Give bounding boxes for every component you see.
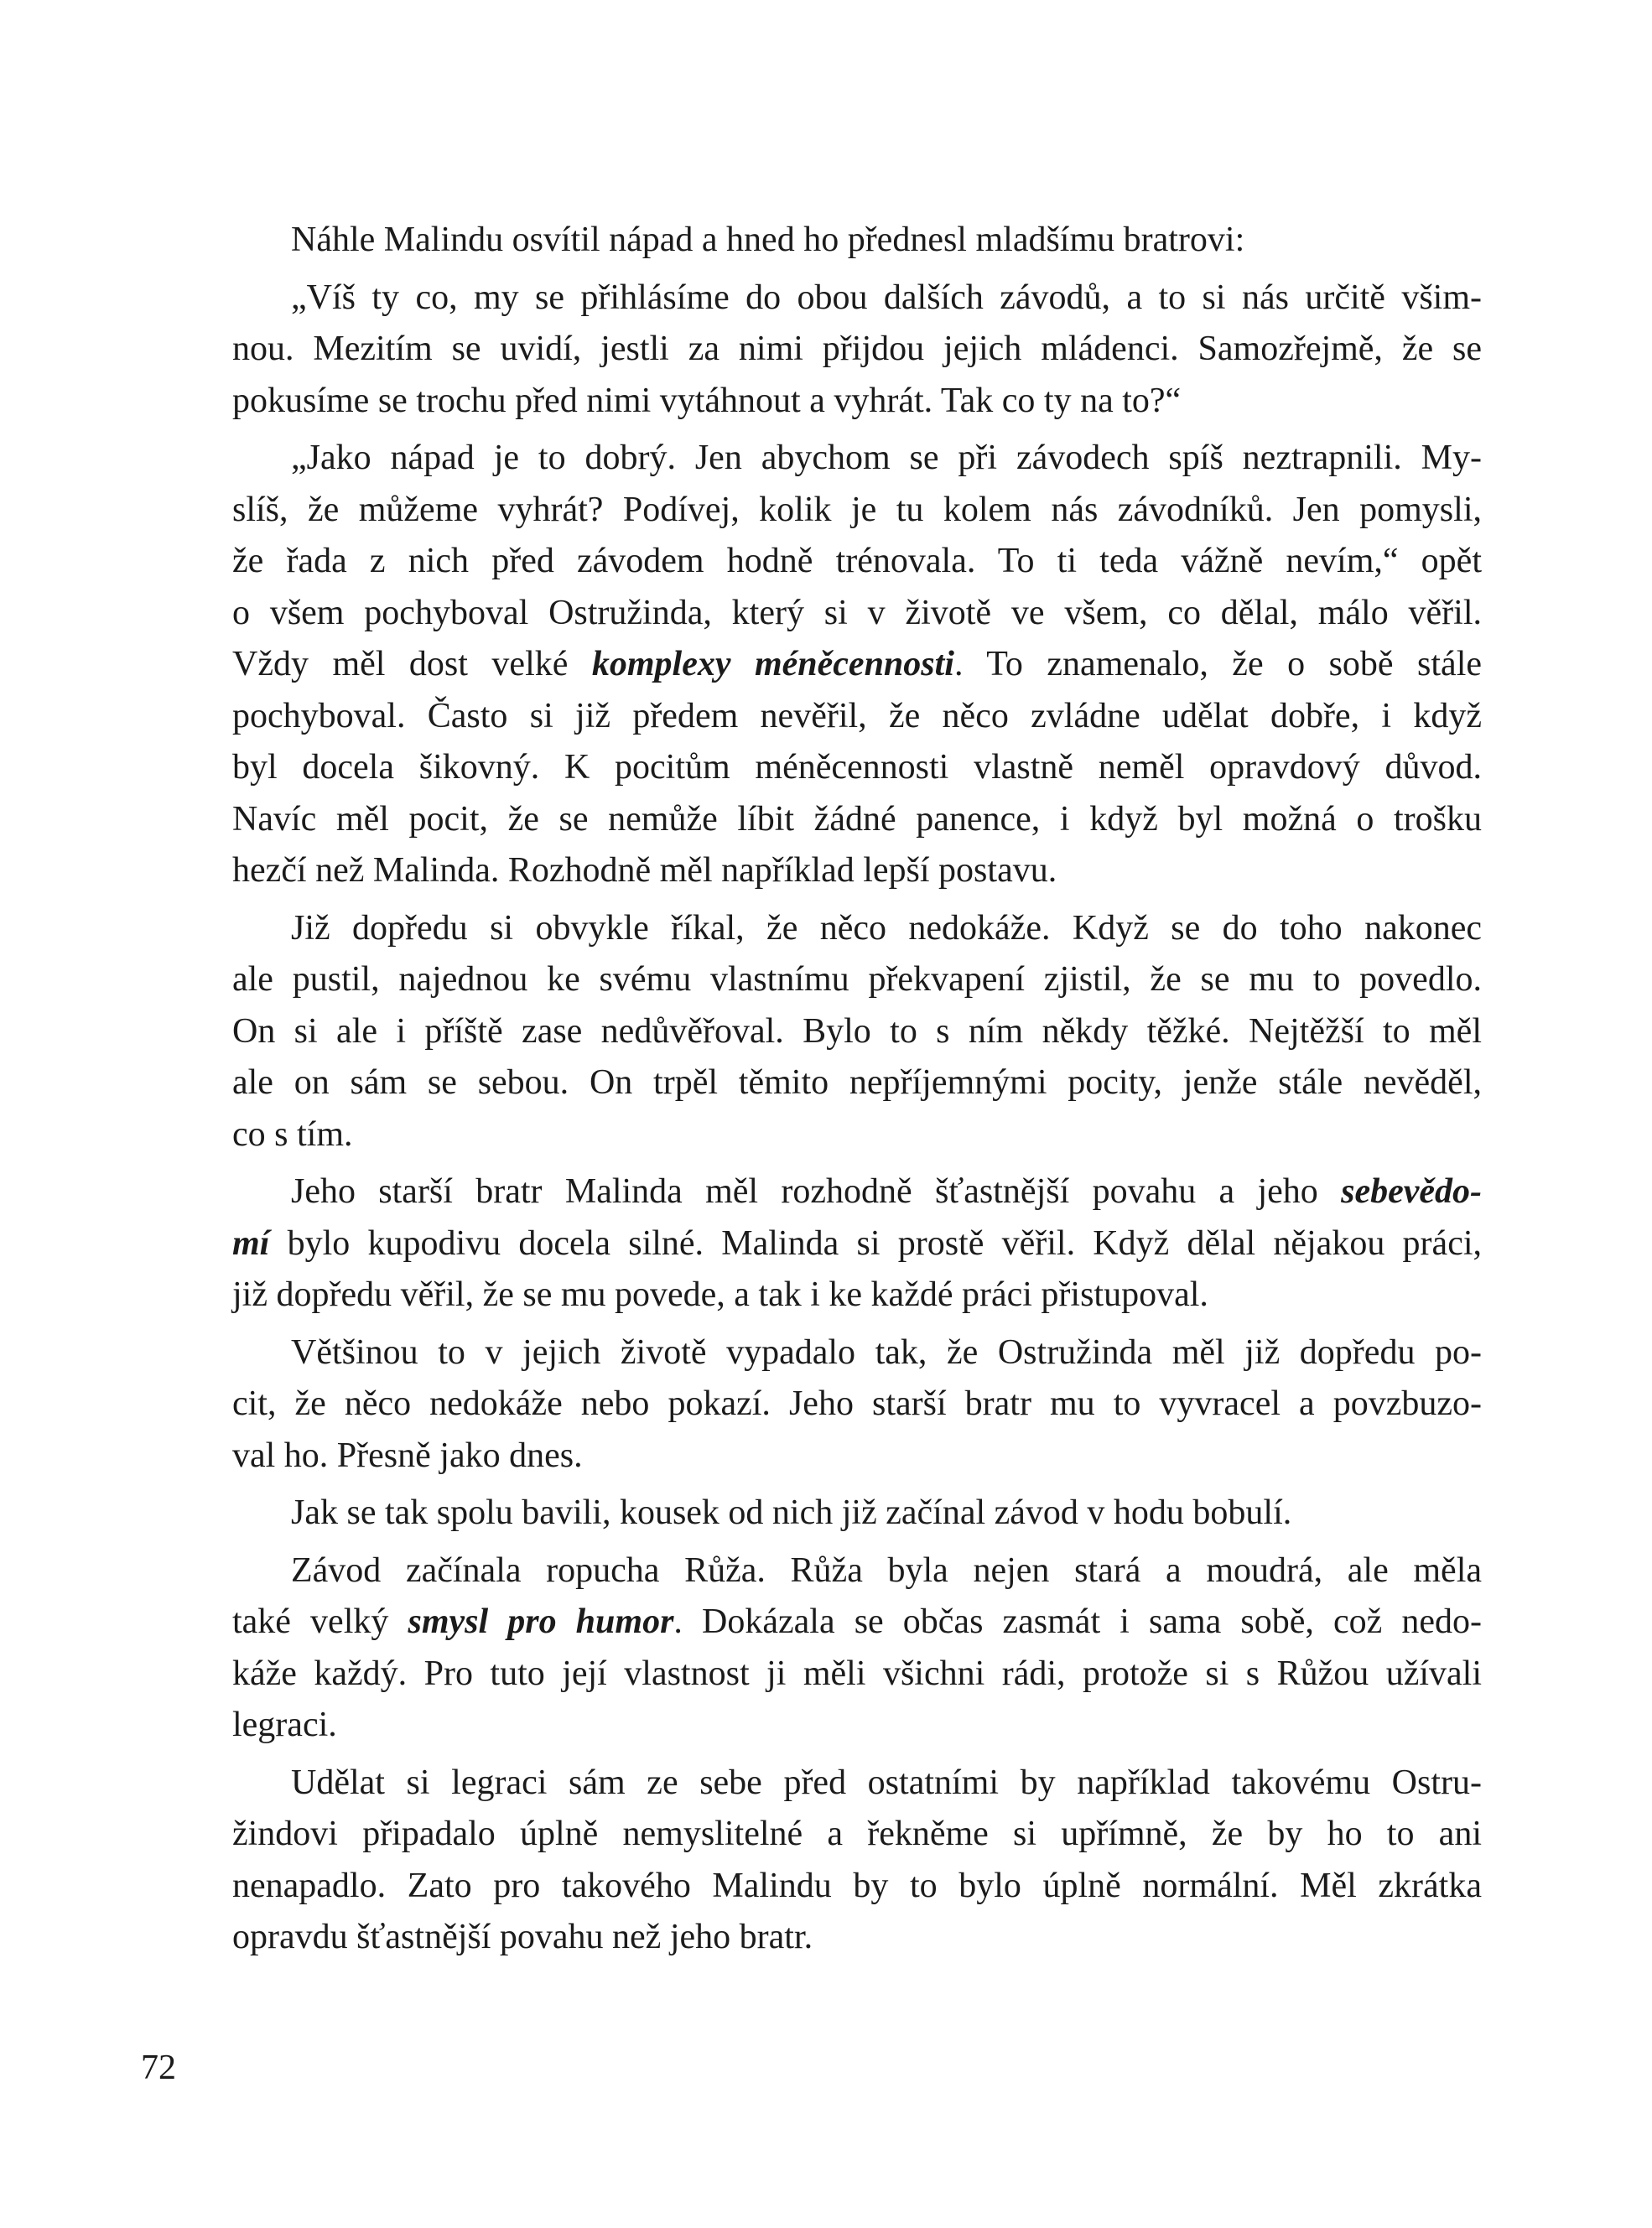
text-line <box>232 1057 1482 1109</box>
text-segment: . To znamenalo, že o sobě stále <box>953 645 1483 683</box>
paragraph <box>232 1545 1482 1752</box>
emphasized-term: sebevědo- <box>1341 1172 1482 1211</box>
emphasized-term: mí <box>232 1223 270 1263</box>
text-segment: cit, že něco nedokáže nebo pokazí. Jeho starší bratr mu to vyvracel a povzbuzo- <box>232 1384 1482 1423</box>
page-body-text <box>232 215 1482 1970</box>
text-segment: „Víš ty co, my se přihlásíme do obou dalších závodů, a to si nás určitě všim- <box>291 278 1482 317</box>
paragraph <box>232 273 1482 428</box>
text-line <box>232 639 1482 691</box>
text-line <box>232 1270 1482 1322</box>
text-line <box>232 1431 1482 1483</box>
text-line <box>232 485 1482 537</box>
emphasized-term: smysl pro humor <box>408 1602 674 1641</box>
text-line <box>232 1218 1482 1270</box>
text-segment: opravdu šťastnější povahu než jeho bratr. <box>232 1918 813 1956</box>
text-line <box>232 903 1482 955</box>
paragraph <box>232 1327 1482 1483</box>
emphasized-term: komplexy méněcennosti <box>591 645 954 683</box>
text-line <box>232 1809 1482 1861</box>
text-line <box>232 691 1482 743</box>
text-line <box>232 794 1482 846</box>
text-segment: nenapadlo. Zato pro takového Malindu by to bylo úplně normální. Měl zkrátka <box>232 1866 1482 1905</box>
text-segment: o všem pochyboval Ostružinda, který si v životě ve všem, co dělal, málo věřil. <box>232 593 1482 632</box>
text-line <box>232 1488 1482 1540</box>
text-segment: val ho. Přesně jako dnes. <box>232 1436 583 1475</box>
text-segment: Náhle Malindu osvítil nápad a hned ho přednesl mladšímu bratrovi: <box>291 221 1245 259</box>
text-segment: „Jako nápad je to dobrý. Jen abychom se při závodech spíš neztrapnili. My- <box>291 439 1482 477</box>
text-segment: On si ale i příště zase nedůvěřoval. Bylo to s ním někdy těžké. Nejtěžší to měl <box>232 1011 1482 1051</box>
text-segment: Jeho starší bratr Malinda měl rozhodně šťastnější povahu a jeho <box>291 1172 1342 1211</box>
text-line <box>232 433 1482 485</box>
text-line <box>232 845 1482 897</box>
text-segment: již dopředu věřil, že se mu povede, a tak i ke každé práci přistupoval. <box>232 1275 1208 1314</box>
text-segment: nou. Mezitím se uvidí, jestli za nimi přijdou jejich mládenci. Samozřejmě, že se <box>232 330 1482 368</box>
text-segment: pochyboval. Často si již předem nevěřil, že něco zvládne udělat dobře, i když <box>232 696 1482 735</box>
text-segment: Navíc měl pocit, že se nemůže líbit žádné panence, i když byl možná o trošku <box>232 799 1482 839</box>
text-line <box>232 1166 1482 1218</box>
text-segment: Udělat si legraci sám ze sebe před ostatními by například takovému Ostru- <box>291 1763 1482 1802</box>
text-segment: co s tím. <box>232 1114 353 1154</box>
text-segment: že řada z nich před závodem hodně trénovala. To ti teda vážně nevím,“ opět <box>232 542 1482 580</box>
text-line <box>232 1758 1482 1810</box>
text-segment: Jak se tak spolu bavili, kousek od nich již začínal závod v hodu bobulí. <box>291 1493 1292 1532</box>
text-line <box>232 742 1482 794</box>
text-segment: slíš, že můžeme vyhrát? Podívej, kolik je tu kolem nás závodníků. Jen pomysli, <box>232 490 1482 529</box>
text-line <box>232 324 1482 376</box>
text-segment: bylo kupodivu docela silné. Malinda si prostě věřil. Když dělal nějakou práci, <box>269 1223 1482 1263</box>
text-line <box>232 1545 1482 1597</box>
text-segment: žindovi připadalo úplně nemyslitelné a řekněme si upřímně, že by ho to ani <box>232 1815 1482 1853</box>
text-line <box>232 588 1482 640</box>
text-segment: pokusíme se trochu před nimi vytáhnout a vyhrát. Tak co ty na to?“ <box>232 381 1182 420</box>
text-segment: Většinou to v jejich životě vypadalo tak, že Ostružinda měl již dopředu po- <box>291 1332 1482 1372</box>
text-line <box>232 215 1482 267</box>
text-segment: . Dokázala se občas zasmát i sama sobě, což nedo- <box>673 1602 1482 1641</box>
text-line <box>232 1649 1482 1701</box>
text-segment: Již dopředu si obvykle říkal, že něco nedokáže. Když se do toho nakonec <box>291 908 1482 948</box>
text-line <box>232 1109 1482 1161</box>
text-segment: také velký <box>232 1602 408 1641</box>
paragraph <box>232 433 1482 897</box>
text-segment: Závod začínala ropucha Růža. Růža byla nejen stará a moudrá, ale měla <box>291 1550 1482 1590</box>
text-line <box>232 376 1482 428</box>
text-line <box>232 1327 1482 1379</box>
text-segment: byl docela šikovný. K pocitům méněcennosti vlastně neměl opravdový důvod. <box>232 748 1482 787</box>
text-line <box>232 1597 1482 1649</box>
page-number: 72 <box>141 2049 176 2087</box>
text-segment: Vždy měl dost velké <box>232 645 592 683</box>
text-segment: legraci. <box>232 1706 337 1744</box>
paragraph <box>232 903 1482 1161</box>
paragraph <box>232 1488 1482 1540</box>
text-segment: káže každý. Pro tuto její vlastnost ji měli všichni rádi, protože si s Růžou užívali <box>232 1654 1482 1693</box>
text-line <box>232 1912 1482 1964</box>
paragraph <box>232 1166 1482 1322</box>
text-line <box>232 536 1482 588</box>
text-line <box>232 273 1482 325</box>
text-line <box>232 1006 1482 1058</box>
text-line <box>232 1379 1482 1431</box>
paragraph <box>232 1758 1482 1964</box>
text-segment: hezčí než Malinda. Rozhodně měl například lepší postavu. <box>232 851 1057 890</box>
text-segment: ale pustil, najednou ke svému vlastnímu překvapení zjistil, že se mu to povedlo. <box>232 960 1482 999</box>
paragraph <box>232 215 1482 267</box>
text-line <box>232 1861 1482 1913</box>
text-line <box>232 1700 1482 1752</box>
text-segment: ale on sám se sebou. On trpěl těmito nepříjemnými pocity, jenže stále nevěděl, <box>232 1063 1482 1102</box>
text-line <box>232 954 1482 1006</box>
